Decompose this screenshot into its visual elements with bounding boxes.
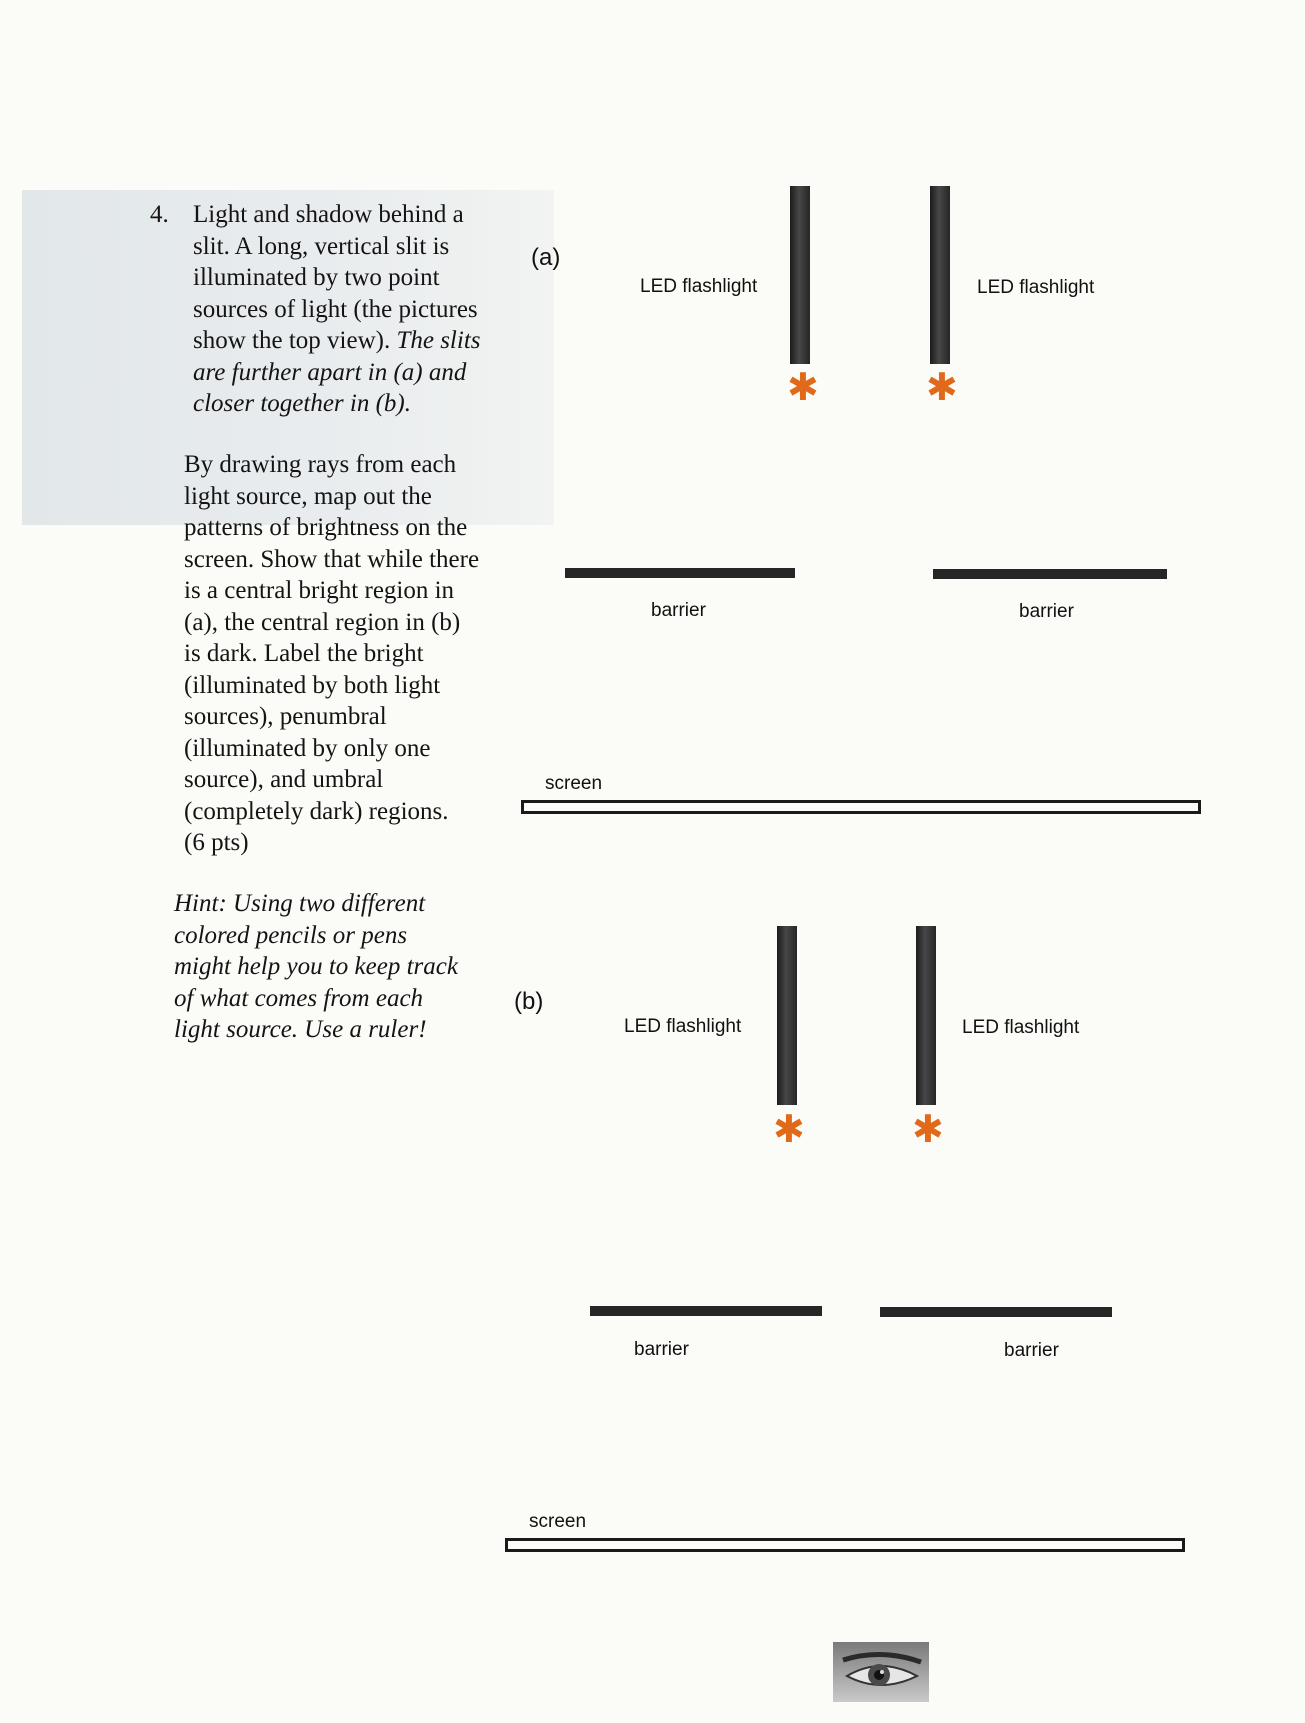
hint-line: light source. Use a ruler! [174, 1016, 427, 1043]
title-line: illuminated by two point [193, 264, 440, 291]
flashlight-left-label: LED flashlight [640, 276, 758, 297]
flashlight-right [930, 186, 950, 364]
screen-label: screen [545, 773, 603, 794]
title-italic-tail: The slits [396, 327, 481, 354]
light-source-icon: ✱ [926, 365, 958, 409]
light-source-icon: ✱ [787, 365, 819, 409]
body-line: (a), the central region in (b) [184, 608, 461, 636]
body-line: screen. Show that while there [184, 545, 480, 573]
body-line: is dark. Label the bright [184, 640, 424, 667]
title-line [193, 325, 533, 357]
title-line-text: show the top view). [193, 327, 391, 354]
body-line: (illuminated by only one [184, 734, 431, 762]
part-label-b: (b) [514, 988, 544, 1015]
body-line: (illuminated by both light [184, 671, 441, 699]
title-line: sources of light (the pictures [193, 295, 478, 323]
eye-icon [833, 1642, 929, 1702]
body-line: patterns of brightness on the [184, 514, 468, 541]
hint [174, 888, 534, 1046]
flashlight-right-label: LED flashlight [977, 277, 1095, 298]
flashlight-right [916, 926, 936, 1105]
light-source-icon: ✱ [912, 1107, 944, 1151]
italic-line: closer together in (b). [193, 390, 412, 417]
hint-line: of what comes from each [174, 984, 424, 1012]
body-line: By drawing rays from each [184, 451, 457, 478]
barrier-right-label: barrier [1019, 601, 1074, 622]
body-line: (completely dark) regions. [184, 797, 449, 825]
flashlight-left-label: LED flashlight [624, 1016, 742, 1037]
screen [521, 800, 1201, 814]
barrier-right-label: barrier [1004, 1340, 1059, 1361]
barrier-left [565, 568, 795, 578]
title-line: slit. A long, vertical slit is [193, 232, 450, 260]
question-title [193, 199, 533, 420]
body-line: is a central bright region in [184, 577, 455, 604]
body-line: source), and umbral [184, 766, 384, 793]
barrier-left-label: barrier [634, 1339, 689, 1360]
screen [505, 1538, 1185, 1552]
body-line: (6 pts) [184, 829, 249, 856]
body-line: sources), penumbral [184, 703, 387, 730]
flashlight-left [790, 186, 810, 364]
barrier-right [880, 1307, 1112, 1317]
screen-label: screen [529, 1511, 587, 1532]
flashlight-right-label: LED flashlight [962, 1017, 1080, 1038]
hint-line: colored pencils or pens [174, 921, 408, 949]
body-line: light source, map out the [184, 482, 432, 510]
light-source-icon: ✱ [773, 1107, 805, 1151]
italic-line: are further apart in (a) and [193, 358, 467, 386]
question-body [184, 449, 524, 859]
question-number: 4. [150, 201, 169, 228]
flashlight-left [777, 926, 797, 1105]
hint-line: might help you to keep track [174, 953, 458, 980]
barrier-left-label: barrier [651, 600, 706, 621]
hint-line: Hint: Using two different [174, 890, 426, 917]
barrier-left [590, 1306, 822, 1316]
barrier-right [933, 569, 1167, 579]
title-line: Light and shadow behind a [193, 201, 464, 228]
part-label-a: (a) [531, 244, 561, 271]
